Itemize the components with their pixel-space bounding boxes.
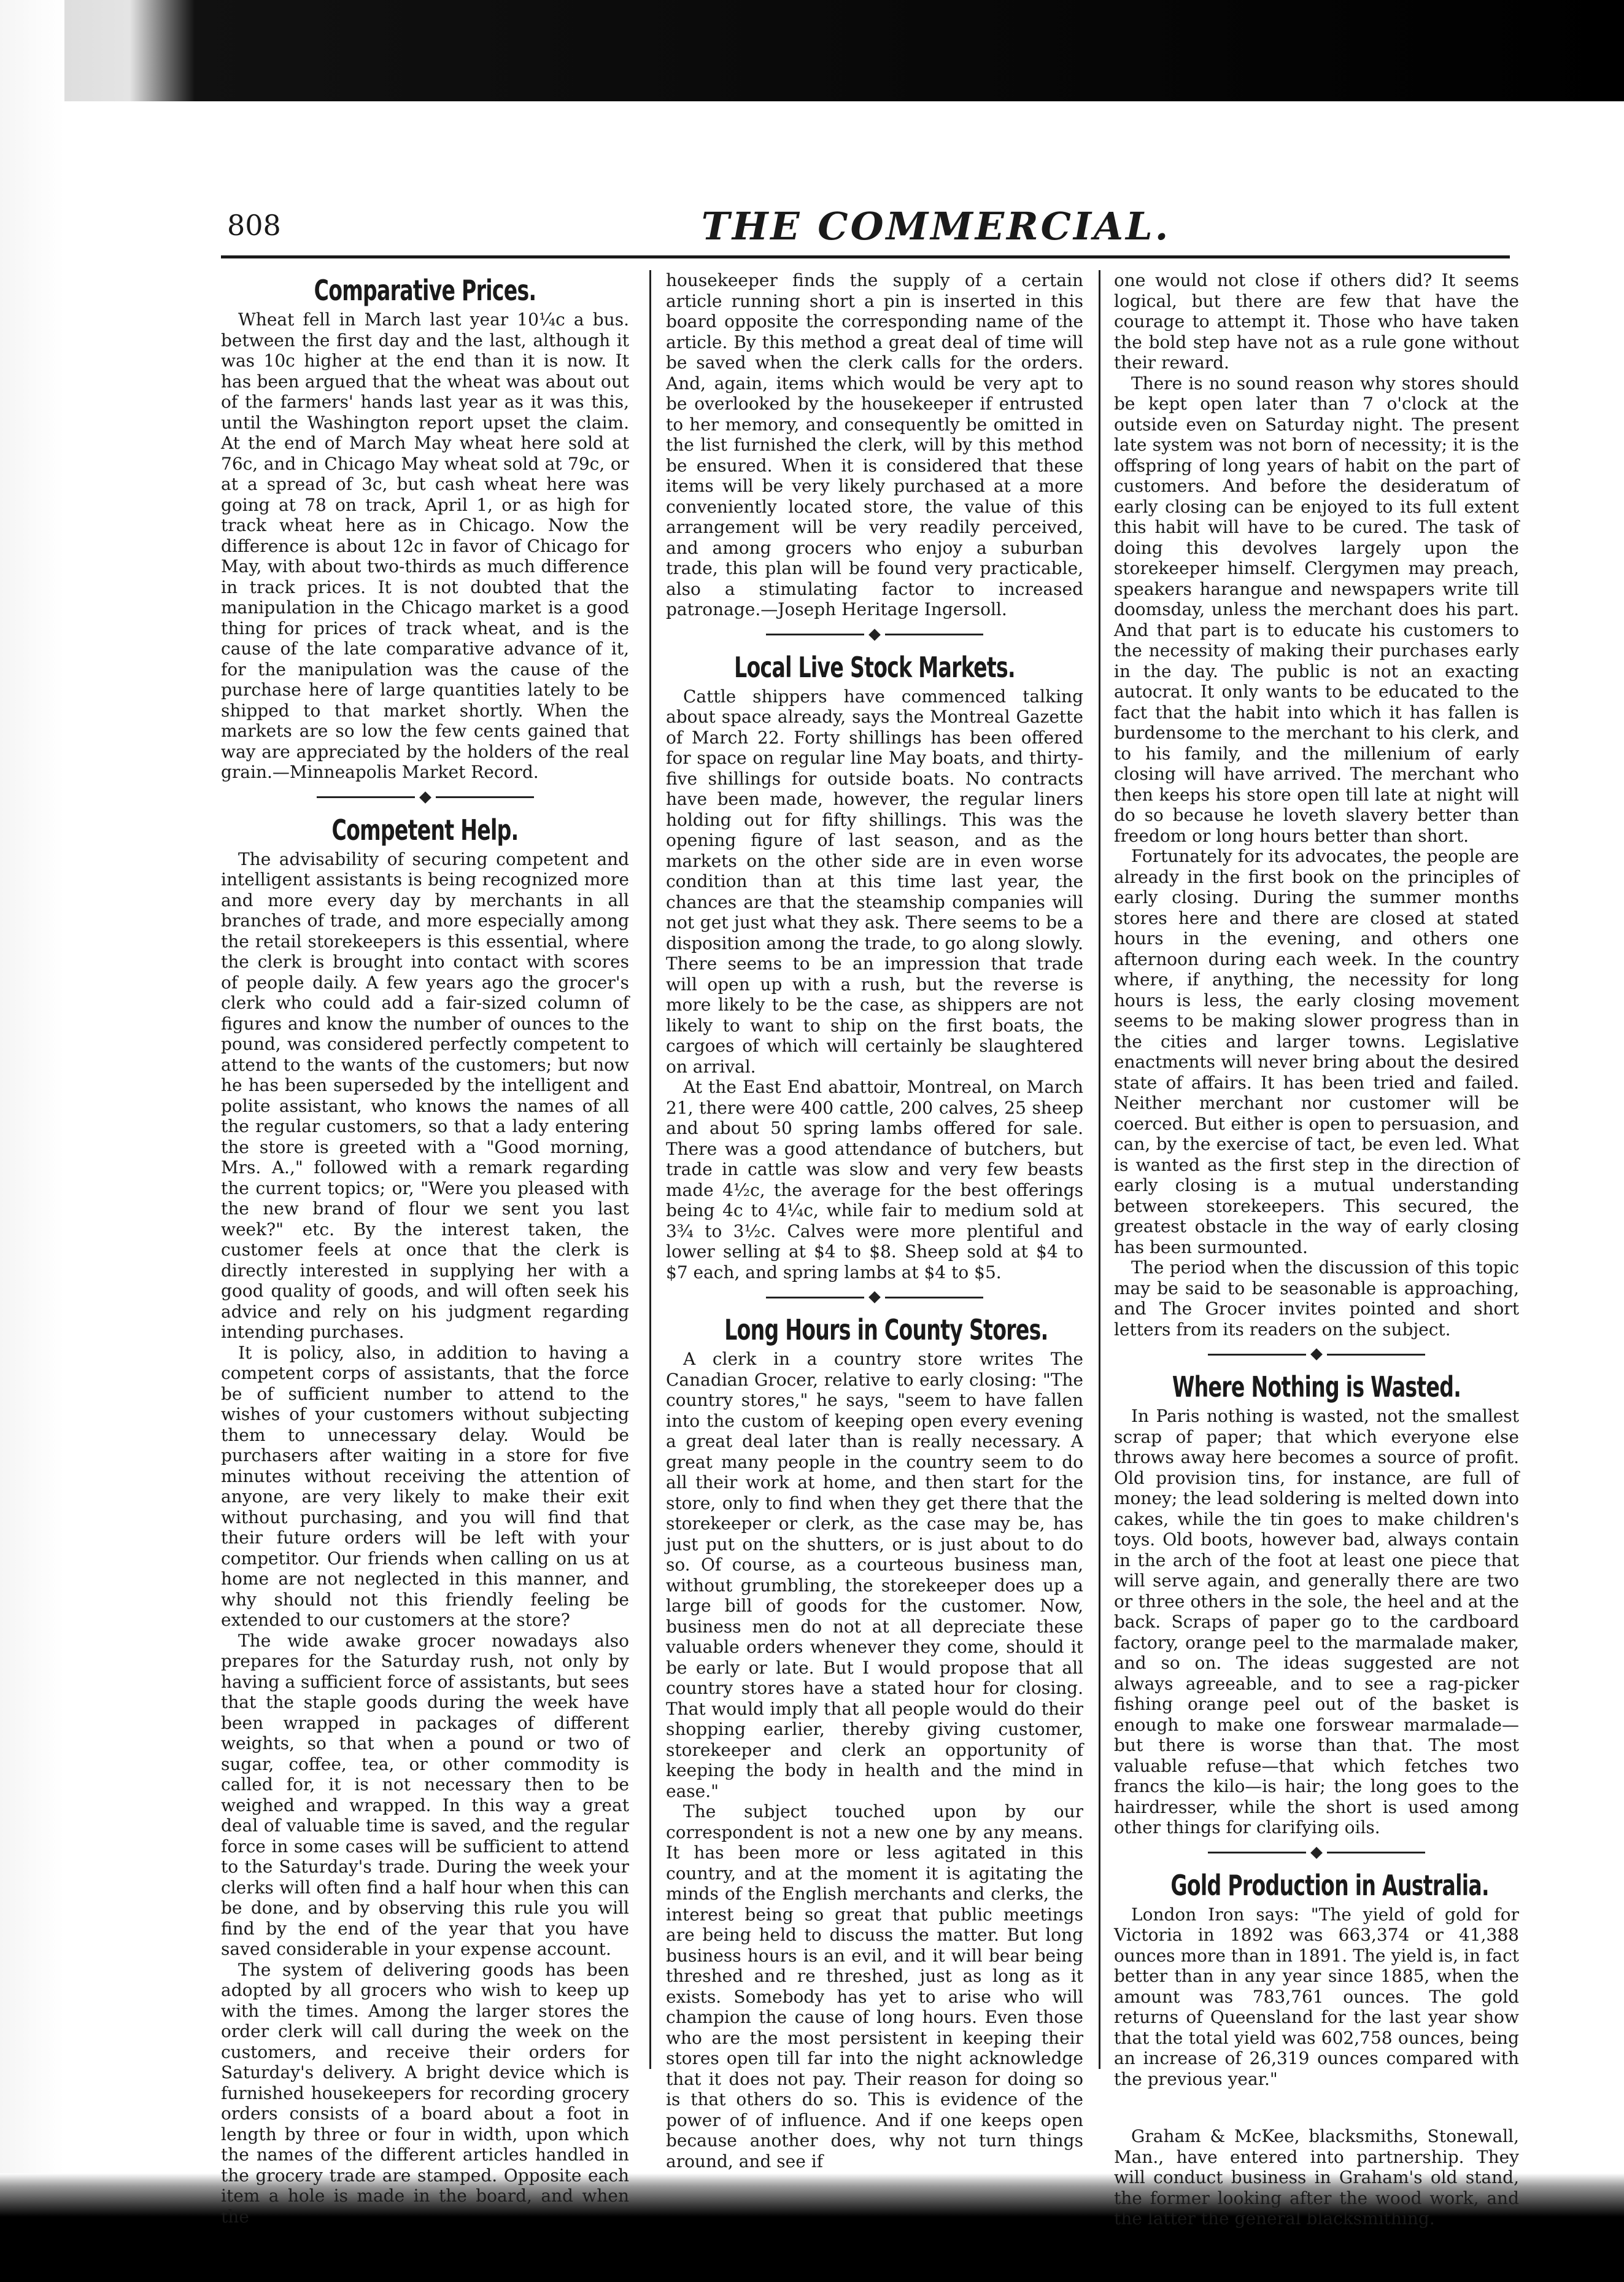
column-1 xyxy=(221,270,629,2227)
masthead: THE COMMERCIAL. xyxy=(701,204,1171,249)
article-paragraph: Cattle shippers have commenced talking about space already, says the Montreal Gazette of March 22. Forty shillings has been offered for space on regular line May boats, and thirty-five shillings for outside boats. No contracts have been made, however, the regular liners holding out for fifty shillings. This was the opening figure of last season, and as the markets on the other side are in even worse condition than at this time last year, the chances are that the steamship companies will not get just what they ask. There seems to be a disposition among the trade, to go along slowly. There seems to be an impression that trade will open up with a rush, but the reverse is more likely to be the case, as shippers are not likely to want to ship on the first boats, the cargoes of which will certainly be slaughtered on arrival. xyxy=(666,686,1083,1077)
headline-local-live-stock-markets: Local Live Stock Markets. xyxy=(734,650,1015,684)
article-paragraph: In Paris nothing is wasted, not the smallest scrap of paper; that which everyone else throws away here becomes a source of profit. Old provision tins, for instance, are full of money; the lead soldering is melted down into cakes, while the tin goes to make children's toys. Old boots, however bad, always contain in the arch of the foot at least one piece that will serve again, and generally there are two or three others in the sole, the heel and at the back. Scraps of paper go to the cardboard factory, orange peel to the marmalade maker, and so on. The ideas suggested are not always agreeable, and to see a rag-picker fishing orange peel out of the basket is enough to make one forswear marmalade—but there is worse than that. The most valuable refuse—that which fetches two francs the kilo—is hair; the long goes to the hairdresser, while the short is used among other things for clarifying oils. xyxy=(1114,1406,1519,1838)
headline-comparative-prices: Comparative Prices. xyxy=(314,274,536,307)
article-paragraph: The wide awake grocer nowadays also prepares for the Saturday rush, not only by having a sufficient force of assistants, but sees that the staple goods during the week have been wrapped in packages of different weights, so that when a pound or two of sugar, coffee, tea, or other commodity is called for, it is not necessary then to be weighed and wrapped. In this way a great deal of valuable time is saved, and the regular force in some cases will be sufficient to attend to the Saturday's trade. During the week your clerks will often find a half hour when this can be done, and by observing this rule you will find by the end of the year that you have saved considerable in your expense account. xyxy=(221,1630,629,1959)
article-paragraph: London Iron says: "The yield of gold for Victoria in 1892 was 663,374 or 41,388 ounces more than in 1891. The yield is, in fact better than in any year since 1885, when the amount was 783,761 ounces. The gold returns of Queensland for the last year show that the total yield was 602,758 ounces, being an increase of 26,319 ounces compared with the previous year." xyxy=(1114,1904,1519,2089)
scan-border-top xyxy=(0,0,1624,101)
article-paragraph: The system of delivering goods has been adopted by all grocers who wish to keep up with the times. Among the larger stores the order clerk will call during the week on the customers, and receive their orders for Saturday's delivery. A bright device which is furnished housekeepers for recording grocery orders consists of a board about a foot in length by three or four in width, upon which the names of the different articles handled in the grocery trade are stamped. Opposite each item a hole is made in the board, and when the xyxy=(221,1959,629,2227)
article-paragraph: Wheat fell in March last year 10¼c a bus. between the first day and the last, although it was 10c higher at the end than it is now. It has been argued that the wheat was about out of the farmers' hands last year as it was this, until the Washington report upset the claim. At the end of March May wheat here sold at 76c, and in Chicago May wheat sold at 79c, or at a spread of 3c, but cash wheat here was going at 78 on track, April 1, or as high for track wheat here as in Chicago. Now the difference is about 12c in favor of Chicago for May, with about two-thirds as much difference in track prices. It is not doubted that the manipulation in the Chicago market is a good thing for prices of track wheat, and is the cause of the late comparative advance of it, for the manipulation was the cause of the purchase here of large quantities lately to be shipped to that market shortly. When the markets are so low the few cents gained that way are appreciated by the holders of the real grain.—Minneapolis Market Record. xyxy=(221,309,629,782)
article-paragraph: There is no sound reason why stores should be kept open later than 7 o'clock at the outside even on Saturday night. The present late system was not born of necessity; it is the offspring of long years of habit on the part of customers. And before the desideratum of early closing can be enjoyed to its full extent this habit will have to be cured. The task of doing this devolves largely upon the storekeeper himself. Clergymen may preach, speakers harangue and newspapers write till doomsday, unless the merchant does his part. And that part is to educate his customers to the necessity of making their purchases early in the day. The public is not an exacting autocrat. It only wants to be educated to the fact that the habit into which it has fallen is burdensome to the merchant to his clerk, and to his family, and the millenium of early closing will have arrived. The merchant who then keeps his store open till late at night will do so because he loveth slavery better than freedom or long hours better than short. xyxy=(1114,373,1519,846)
column-2 xyxy=(666,270,1083,2171)
headline-long-hours-county-stores: Long Hours in County Stores. xyxy=(724,1313,1048,1346)
column-3 xyxy=(1114,270,1519,2229)
section-divider xyxy=(666,1285,1083,1310)
article-paragraph: At the East End abattoir, Montreal, on March 21, there were 400 cattle, 200 calves, 25 sheep and about 50 spring lambs offered for sale. There was a good attendance of butchers, but trade in cattle was slow and very few beasts made 4½c, the average for the best offerings being 4c to 4¼c, while fair to medium sold at 3¾ to 3½c. Calves were more plentiful and lower selling at $4 to $8. Sheep sold at $4 to $7 each, and spring lambs at $4 to $5. xyxy=(666,1077,1083,1283)
article-continuation: housekeeper finds the supply of a certain article running short a pin is inserted in this board opposite the corresponding name of the article. By this method a great deal of time will be saved when the clerk calls for the orders. And, again, items which would be very apt to be overlooked by the housekeeper if entrusted to her memory, and consequently be omitted in the list furnished the clerk, will by this method be ensured. When it is considered that these items will be very likely purchased at a more conveniently located store, the value of this arrangement will be very readily perceived, and among grocers who enjoy a suburban trade, this plan will be found very practicable, also a stimulating factor to increased patronage.—Joseph Heritage Ingersoll. xyxy=(666,270,1083,619)
section-divider xyxy=(1114,1342,1519,1367)
article-paragraph: The subject touched upon by our correspondent is not a new one by any means. It has been more or less agitated in this country, and at the moment it is agitating the minds of the English merchants and clerks, the interest being so great that public meetings are being held to discuss the matter. But long business hours is an evil, and it will bear being threshed and re threshed, just as long as it exists. Somebody has yet to arise who will champion the cause of long hours. Even those who are the most persistent in keeping their stores open till far into the night acknowledge that it does not pay. Their reason for doing so is that others do so. This is evidence of the power of of influence. And if one keeps open because another does, why not turn things around, and see if xyxy=(666,1801,1083,2171)
article-paragraph: A clerk in a country store writes The Canadian Grocer, relative to early closing: "The country stores," he says, "seem to have fallen into the custom of keeping open every evening a great deal later than is really necessary. A great many people in the country seem to do all their work at home, and then start for the store, only to find when they get there that the storekeeper or clerk, as the case may be, has just put on the shutters, or is just about to do so. Of course, as a courteous business man, without grumbling, the storekeeper does up a large bill of goods for the customer. Now, business men do not at all depreciate these valuable orders whenever they come, should it be early or late. But I would propose that all country stores have a stated hour for closing. That would imply that all people would do their shopping earlier, thereby giving customer, storekeeper and clerk an opportunity of keeping the body in health and the mind in ease." xyxy=(666,1349,1083,1801)
business-notice: Graham & McKee, blacksmiths, Stonewall, Man., have entered into partnership. They will conduct business in Graham's old stand, the former looking after the wood work, and the latter the general blacksmithing. xyxy=(1114,2126,1519,2229)
article-continuation: one would not close if others did? It seems logical, but there are few that have the courage to attempt it. Those who have taken the bold step have not as a rule gone without their reward. xyxy=(1114,270,1519,373)
section-divider xyxy=(666,623,1083,647)
column-divider-2 xyxy=(1099,270,1100,2069)
article-paragraph: Fortunately for its advocates, the people are already in the first book on the principles of early closing. During the summer months stores here and there are closed at stated hours in the evening, and others one afternoon during each week. In the country where, if anything, the necessity for long hours is less, the early closing movement seems to be making slower progress than in the cities and larger towns. Legislative enactments will never bring about the desired state of affairs. It has been tried and failed. Neither merchant nor customer will be coerced. But either is open to persuasion, and can, by the exercise of tact, be even led. What is wanted as the first step in the direction of early closing is a mutual understanding between storekeepers. This secured, the greatest obstacle in the way of early closing has been surmounted. xyxy=(1114,846,1519,1257)
scan-border-left xyxy=(0,0,64,2282)
page-number: 808 xyxy=(227,209,281,242)
column-divider-1 xyxy=(649,270,651,2069)
article-paragraph: The advisability of securing competent and intelligent assistants is being recognized more and more every day by merchants in all branches of trade, and more especially among the retail storekeepers is this essential, where the clerk is brought into contact with scores of people daily. A few years ago the grocer's clerk who could add a fair-sized column of figures and know the number of ounces to the pound, was considered perfectly competent to attend to the wants of the customers; but now he has been superseded by the intelligent and polite assistant, who knows the names of all the regular customers, so that a lady entering the store is greeted with a "Good morning, Mrs. A.," followed with a remark regarding the current topics; or, "Were you pleased with the new brand of flour we sent you last week?" etc. By the interest taken, the customer feels at once that the clerk is directly interested in supplying her with a good quality of goods, and will often seek his advice and rely on his judgment regarding intending purchases. xyxy=(221,848,629,1342)
headline-where-nothing-is-wasted: Where Nothing is Wasted. xyxy=(1172,1370,1461,1403)
headline-competent-help: Competent Help. xyxy=(331,813,519,847)
section-divider xyxy=(221,785,629,810)
masthead-rule xyxy=(221,255,1510,258)
article-paragraph: It is policy, also, in addition to having a competent corps of assistants, that the force be of sufficient number to attend to the wishes of your customers without subjecting them to unnecessary delay. Would be purchasers after waiting in a store for five minutes without receiving the attention of anyone, are very likely to make their exit without purchasing, and you will find that their future orders will be left with your competitor. Our friends when calling on us at home are not neglected in this manner, and why should not this friendly feeling be extended to our customers at the store? xyxy=(221,1342,629,1630)
headline-gold-production-australia: Gold Production in Australia. xyxy=(1170,1868,1489,1902)
article-paragraph: The period when the discussion of this topic may be said to be seasonable is approaching, and The Grocer invites pointed and short letters from its readers on the subject. xyxy=(1114,1257,1519,1340)
section-divider xyxy=(1114,1841,1519,1865)
